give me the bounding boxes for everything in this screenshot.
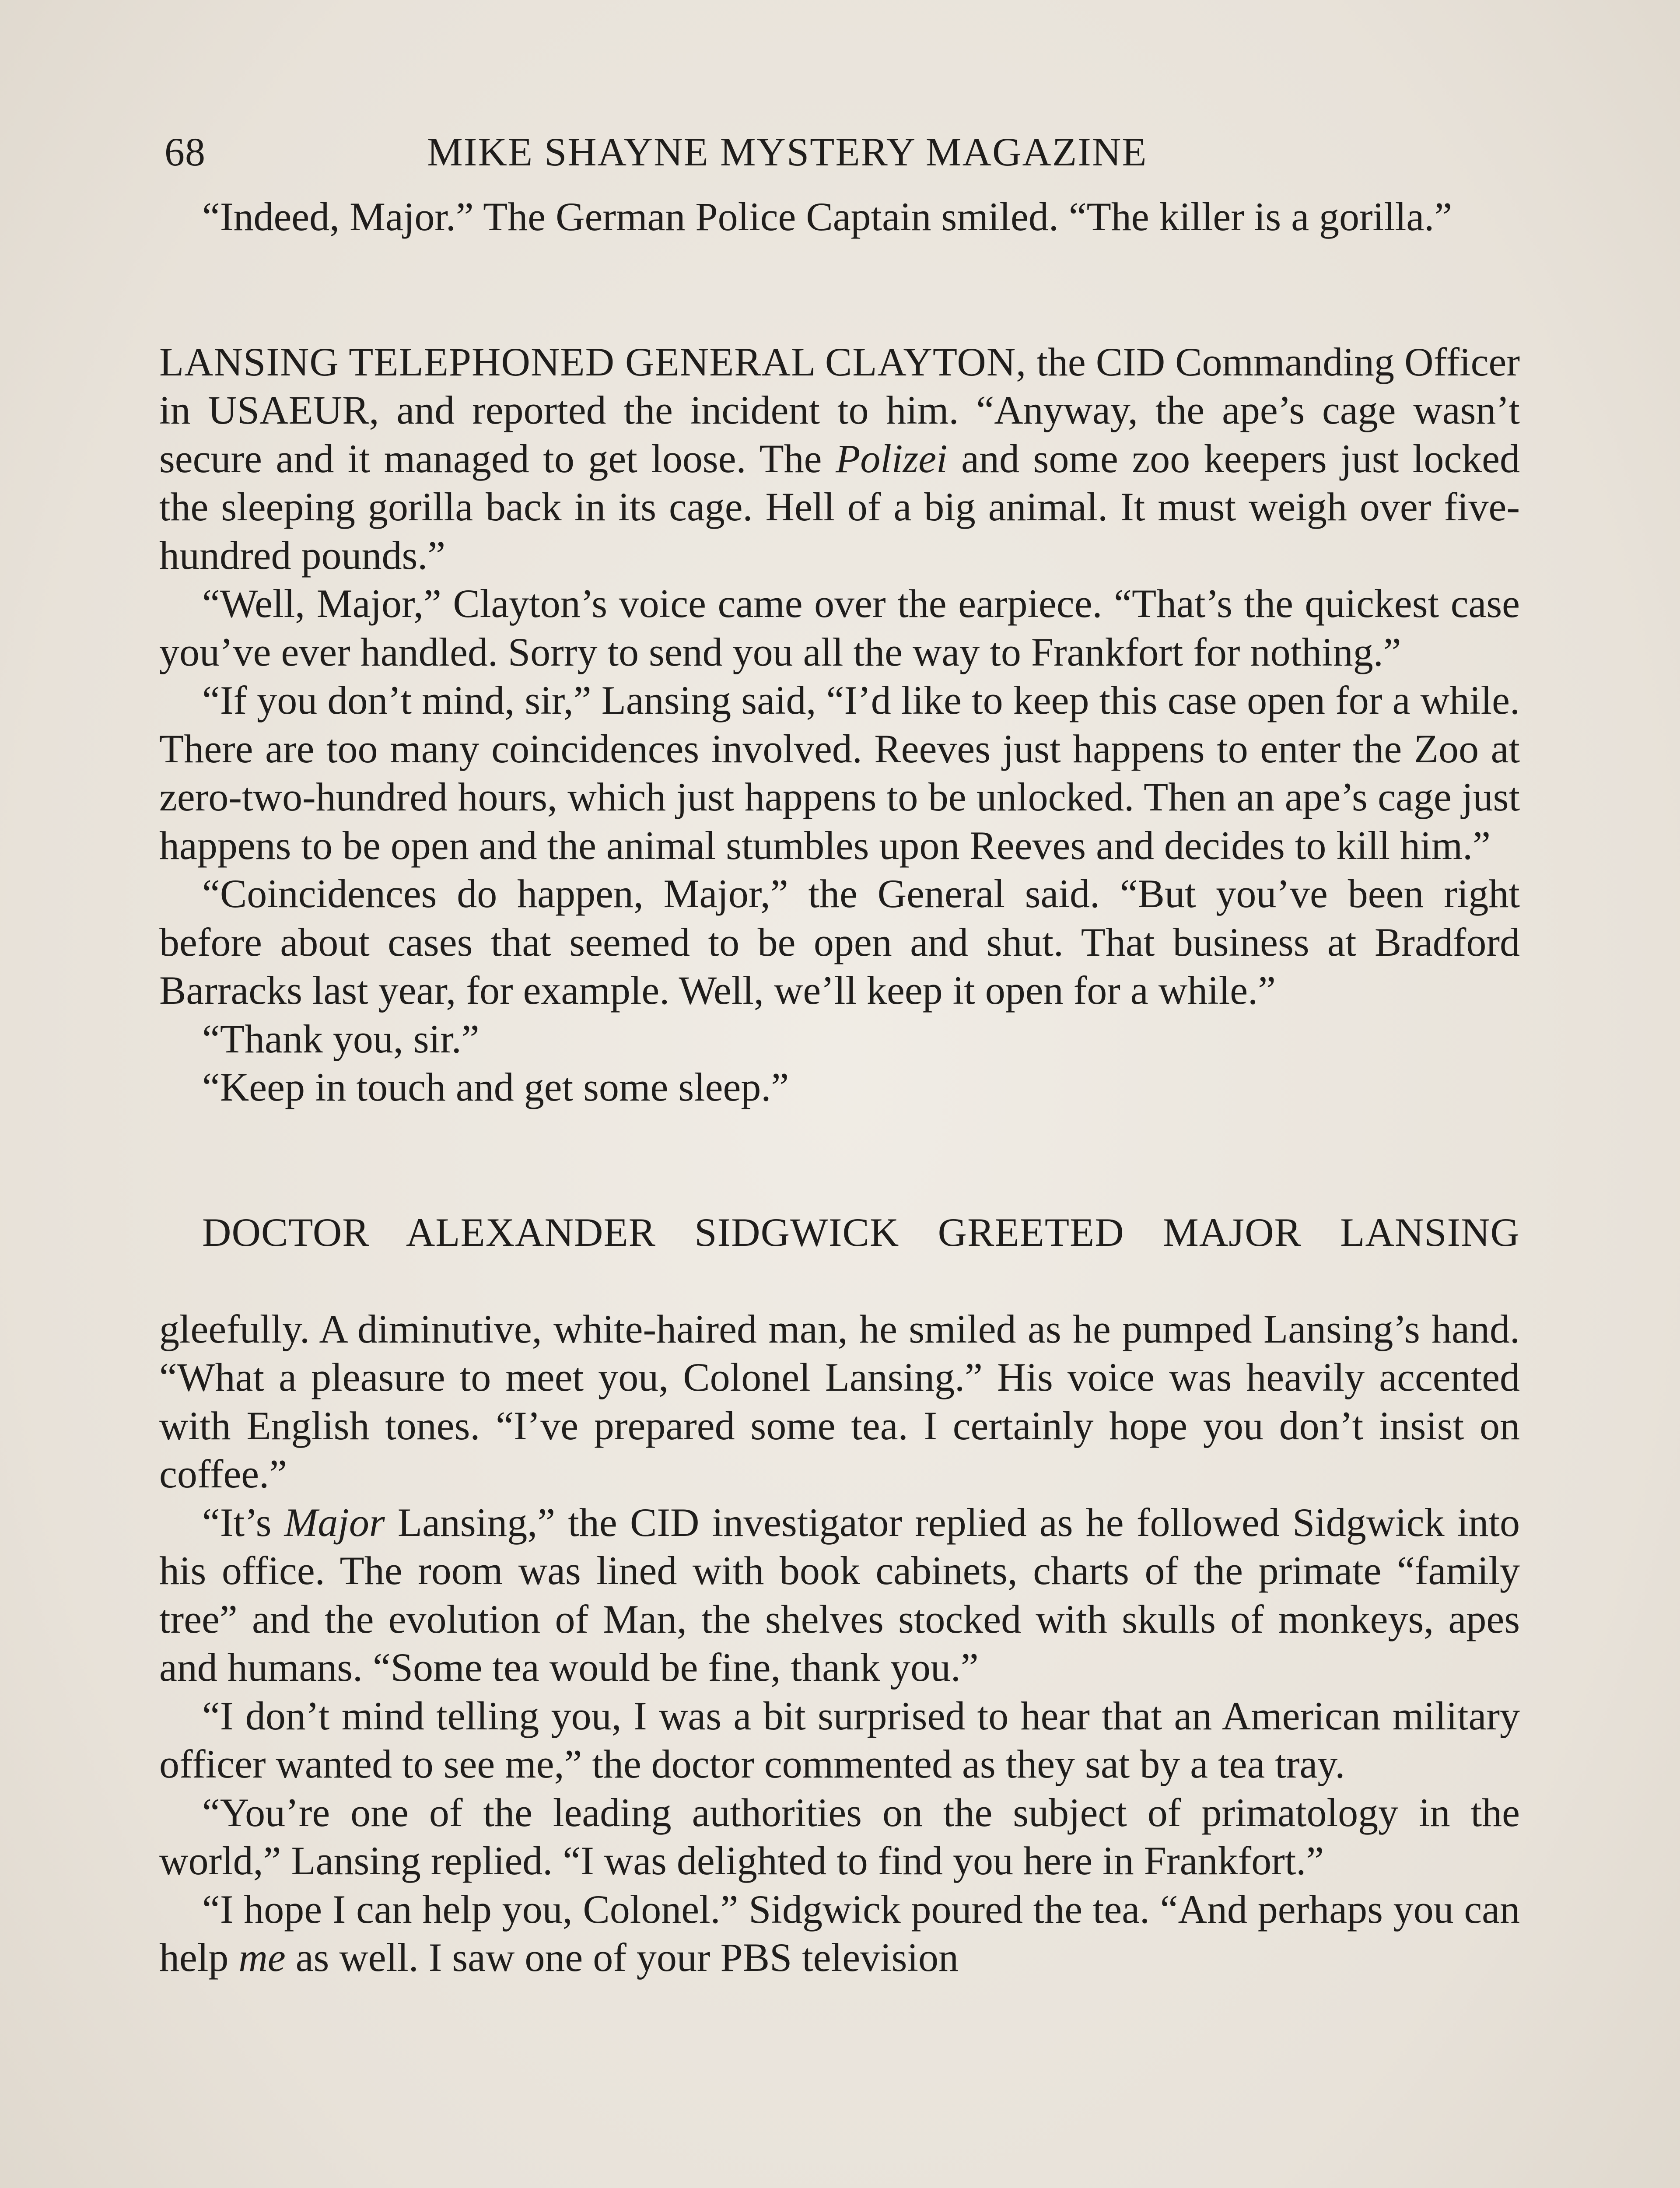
running-head: MIKE SHAYNE MYSTERY MAGAZINE bbox=[427, 130, 1148, 174]
page-number: 68 bbox=[164, 130, 206, 174]
page-header bbox=[164, 128, 1521, 176]
paragraph: “Thank you, sir.” bbox=[202, 1016, 480, 1061]
section-lead-in: DOCTOR ALEXANDER SIDGWICK GREETED MAJOR LANSING bbox=[202, 1210, 1520, 1255]
section-break bbox=[159, 1112, 1520, 1208]
paragraph: “Coincidences do happen, Major,” the General said. “But you’ve been right before about cases that seemed to be open and shut. That business at Bradford Barracks last year, for example. Well, we’ll keep it open for a while.” bbox=[159, 871, 1520, 1013]
paragraph: “You’re one of the leading authorities on the subject of primatology in the world,” Lansing replied. “I was delighted to find you here in Frankfort.” bbox=[159, 1790, 1520, 1883]
paragraph: “If you don’t mind, sir,” Lansing said, “I’d like to keep this case open for a while. There are too many coincidences involved. Reeves just happens to enter the Zoo at zero-two-hundred hours, which just happens to be unlocked. Then an ape’s cage just happens to be open and the animal stumbles upon Reeves and decides to kill him.” bbox=[159, 678, 1520, 868]
story-text bbox=[159, 193, 1520, 1982]
paragraph: “I don’t mind telling you, I was a bit surprised to hear that an American military officer wanted to see me,” the doctor commented as they sat by a tea tray. bbox=[159, 1693, 1520, 1786]
italic-word: Polizei bbox=[836, 436, 948, 481]
paragraph: “I hope I can help you, Colonel.” Sidgwick poured the tea. “And perhaps you can help me as well. I saw one of your PBS television bbox=[159, 1886, 1520, 1980]
section-break bbox=[159, 241, 1520, 338]
italic-word: me bbox=[238, 1935, 286, 1980]
paragraph: “Well, Major,” Clayton’s voice came over the earpiece. “That’s the quickest case you’ve ever handled. Sorry to send you all the way to Frankfort for nothing.” bbox=[159, 581, 1520, 674]
italic-word: Major bbox=[284, 1500, 385, 1545]
lead-in-caps: LANSING TELEPHONED GENERAL CLAYTON, bbox=[159, 339, 1027, 384]
paragraph: “It’s Major Lansing,” the CID investigator replied as he followed Sidgwick into his office. The room was lined with book cabinets, charts of the primate “family tree” and the evolution of Man, the shelves stocked with skulls of monkeys, apes and humans. “Some tea would be fine, thank you.” bbox=[159, 1500, 1520, 1690]
paragraph: “Indeed, Major.” The German Police Captain smiled. “The killer is a gorilla.” bbox=[202, 194, 1452, 239]
paragraph: gleefully. A diminutive, white-haired man, he smiled as he pumped Lansing’s hand. “What a pleasure to meet you, Colonel Lansing.” His voice was heavily accented with English tones. “I’ve prepared some tea. I certainly hope you don’t insist on coffee.” bbox=[159, 1306, 1520, 1496]
paragraph: LANSING TELEPHONED GENERAL CLAYTON, the CID Commanding Officer in USAEUR, and reported the incident to him. “Anyway, the ape’s cage wasn’t secure and it managed to get loose. The Polizei and some zoo keepers just locked the sleeping gorilla back in its cage. Hell of a big animal. It must weigh over five-hundred pounds.” bbox=[159, 339, 1520, 578]
paragraph: “Keep in touch and get some sleep.” bbox=[202, 1065, 789, 1109]
